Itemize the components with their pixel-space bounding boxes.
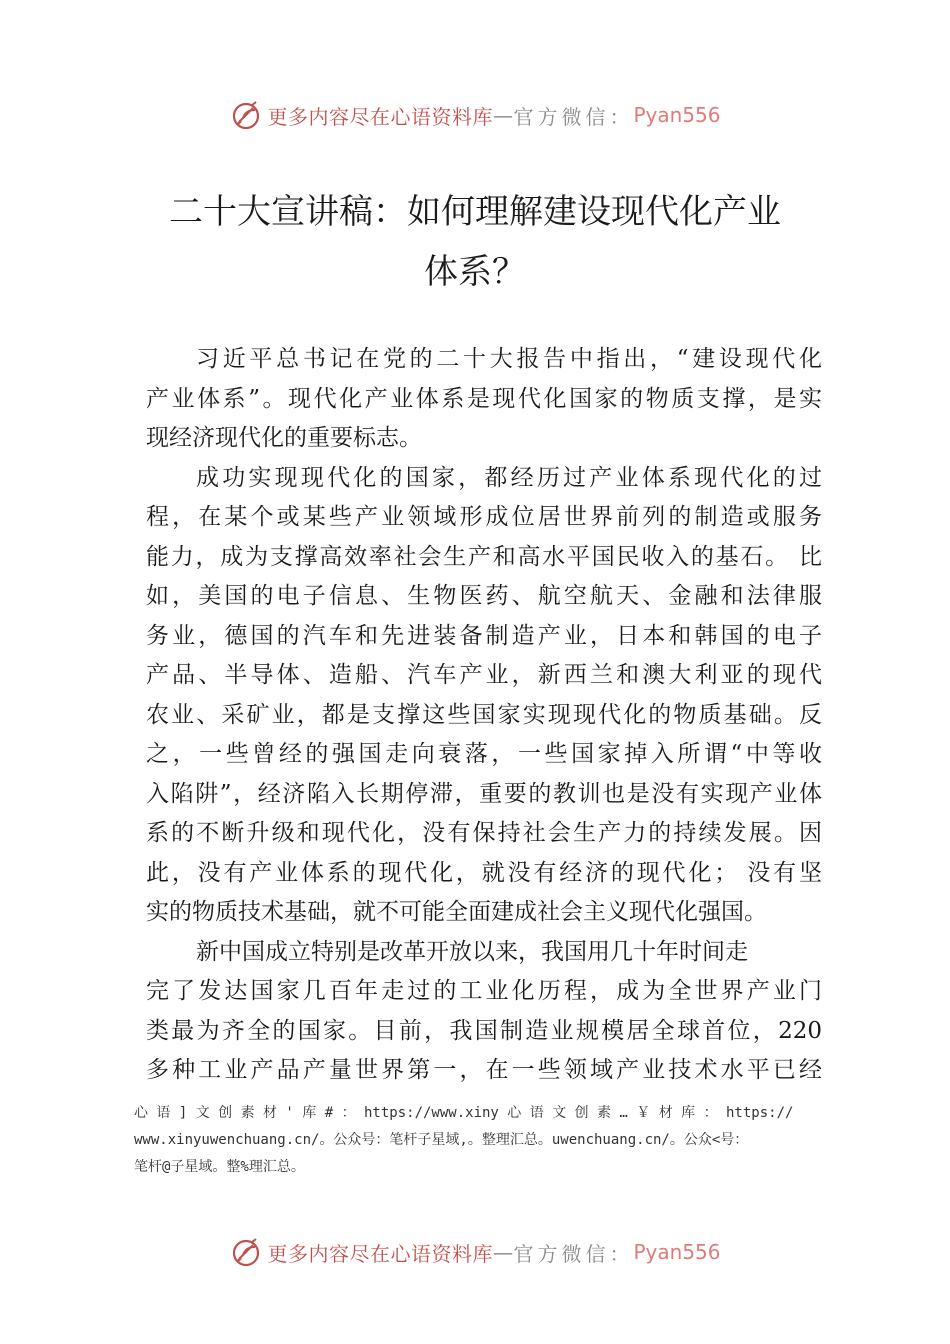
title-line-1: 二十大宣讲稿：如何理解建设现代化产业 xyxy=(169,192,781,232)
text-line: 产品、半导体、造船、汽车产业，新西兰和澳大利亚的现代 xyxy=(146,662,822,688)
text-line: 能力，成为支撑高效率社会生产和高水平国民收入的基石。 比 xyxy=(146,543,822,570)
text-line: 此，没有产业体系的现代化，就没有经济的现代化； 没有坚 xyxy=(146,859,822,886)
text-line: 实的物质技术基础，就不可能全面建成社会主义现代化强国。 xyxy=(146,899,767,925)
text-line: 完了发达国家几百年走过的工业化历程，成为全世界产业门 xyxy=(146,978,822,1004)
banner-dash: — xyxy=(492,103,514,127)
text-line: 入陷阱”，经济陷入长期停滞，重要的教训也是没有实现产业体 xyxy=(146,780,822,807)
footer-line-2: www.xinyuwenchuang.cn/。公众号：笔杆子星域,。整理汇总。uwenchuang.cn/。公众<号： xyxy=(134,1132,749,1148)
footer-line-1: 心 语 ] 文 创 素 材 ' 库 # ： https://www.xiny 心 语 文 创 素 … ￥ 材 库 ： https:// xyxy=(134,1105,794,1121)
header-banner xyxy=(0,95,950,135)
text-line: 成功实现现代化的国家，都经历过产业体系现代化的过 xyxy=(196,464,822,491)
text-line: 习近平总书记在党的二十大报告中指出，“建设现代化 xyxy=(196,346,822,372)
text-line: 程，在某个或某些产业领域形成位居世界前列的制造或服务 xyxy=(146,504,822,530)
brand-logo-icon xyxy=(229,1235,263,1269)
wechat-id: Pyan556 xyxy=(633,103,721,127)
document-title xyxy=(140,182,810,302)
text-line: 系的不断升级和现代化，没有保持社会生产力的持续发展。因 xyxy=(146,820,822,846)
banner-dash: — xyxy=(492,1240,514,1264)
text-line: 类最为齐全的国家。目前，我国制造业规模居全球首位，220 xyxy=(146,1017,822,1044)
text-line: 产业体系”。现代化产业体系是现代化国家的物质支撑，是实 xyxy=(146,385,822,412)
text-line: 多种工业产品产量世界第一，在一些领域产业技术水平已经 xyxy=(146,1057,822,1083)
text-line: 现经济现代化的重要标志。 xyxy=(146,425,422,451)
brand-text: 更多内容尽在心语资料库 xyxy=(267,104,493,129)
wechat-label: 官方微信： xyxy=(513,104,634,129)
brand-text: 更多内容尽在心语资料库 xyxy=(267,1241,493,1266)
text-line: 农业、采矿业，都是支撑这些国家实现现代化的物质基础。反 xyxy=(146,701,822,728)
watermark-footer xyxy=(134,1100,840,1181)
footer-line-3: 笔杆@子星域。整%理汇总。 xyxy=(134,1159,305,1175)
article-body xyxy=(146,340,822,1091)
text-line: 新中国成立特别是改革开放以来，我国用几十年时间走 xyxy=(196,938,748,965)
text-line: 如，美国的电子信息、生物医药、航空航天、金融和法律服 xyxy=(146,583,822,609)
text-line: 务业，德国的汽车和先进装备制造产业，日本和韩国的电子 xyxy=(146,622,822,649)
text-line: 之，一些曾经的强国走向衰落，一些国家掉入所谓“中等收 xyxy=(146,741,822,767)
footer-banner xyxy=(0,1232,950,1272)
wechat-label: 官方微信： xyxy=(513,1241,634,1266)
brand-logo-icon xyxy=(229,98,263,132)
title-line-2: 体系？ xyxy=(424,252,526,292)
wechat-id: Pyan556 xyxy=(633,1240,721,1264)
